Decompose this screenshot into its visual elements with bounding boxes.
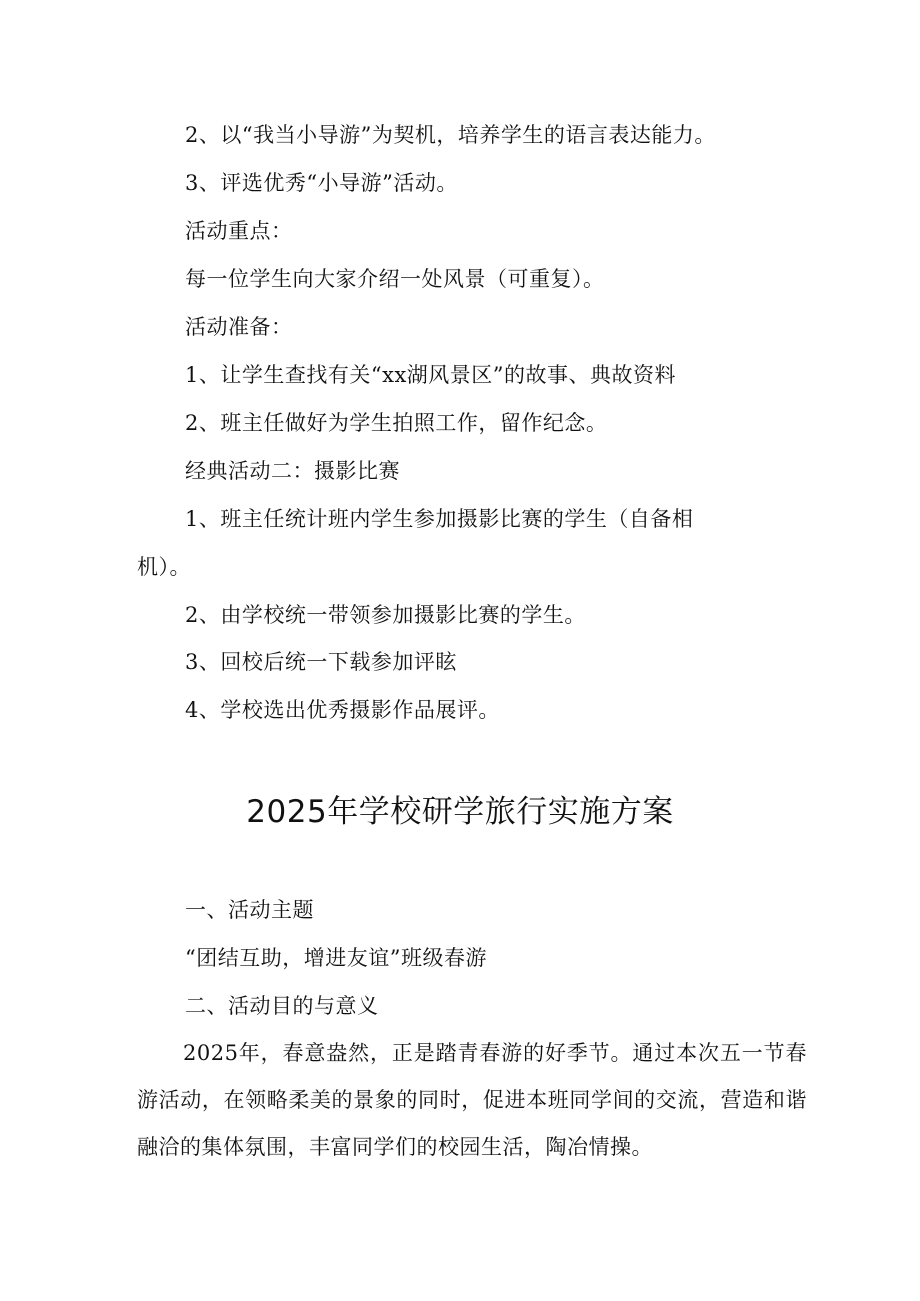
- text-line-prep-2: 2、班主任做好为学生拍照工作，留作纪念。: [185, 411, 608, 435]
- section-1-text: “团结互助，增进友谊”班级春游: [185, 946, 487, 970]
- heading-activity-preparation: 活动准备：: [185, 315, 293, 339]
- heading-activity-focus: 活动重点：: [185, 219, 293, 243]
- text-line-photo-1: 1、班主任统计班内学生参加摄影比赛的学生（自备相: [185, 507, 694, 531]
- heading-classic-activity-2: 经典活动二：摄影比赛: [185, 459, 400, 483]
- text-line-2: 3、评选优秀“小导游”活动。: [185, 171, 458, 195]
- text-line-photo-4: 4、学校选出优秀摄影作品展评。: [185, 698, 500, 722]
- text-line-focus: 每一位学生向大家介绍一处风景（可重复）。: [185, 267, 605, 291]
- text-line-photo-3: 3、回校后统一下载参加评眩: [185, 650, 457, 674]
- document-title: 2025年学校研学旅行实施方案: [246, 794, 674, 830]
- section-1-heading: 一、活动主题: [185, 898, 314, 922]
- text-line-prep-1: 1、让学生查找有关“xx湖风景区”的故事、典故资料: [185, 363, 677, 387]
- section-2-paragraph: 2025年，春意盎然，正是踏青春游的好季节。通过本次五一节春游活动，在领略柔美的景象的同时，促进本班同学间的交流，营造和谐融洽的集体氛围，丰富同学们的校园生活，陶冶情操。: [137, 1041, 807, 1159]
- text-line-photo-2: 2、由学校统一带领参加摄影比赛的学生。: [185, 603, 586, 627]
- section-2-heading: 二、活动目的与意义: [185, 994, 379, 1018]
- text-line-photo-1-cont: 机）。: [137, 555, 191, 579]
- text-line-1: 2、以“我当小导游”为契机，培养学生的语言表达能力。: [185, 123, 716, 147]
